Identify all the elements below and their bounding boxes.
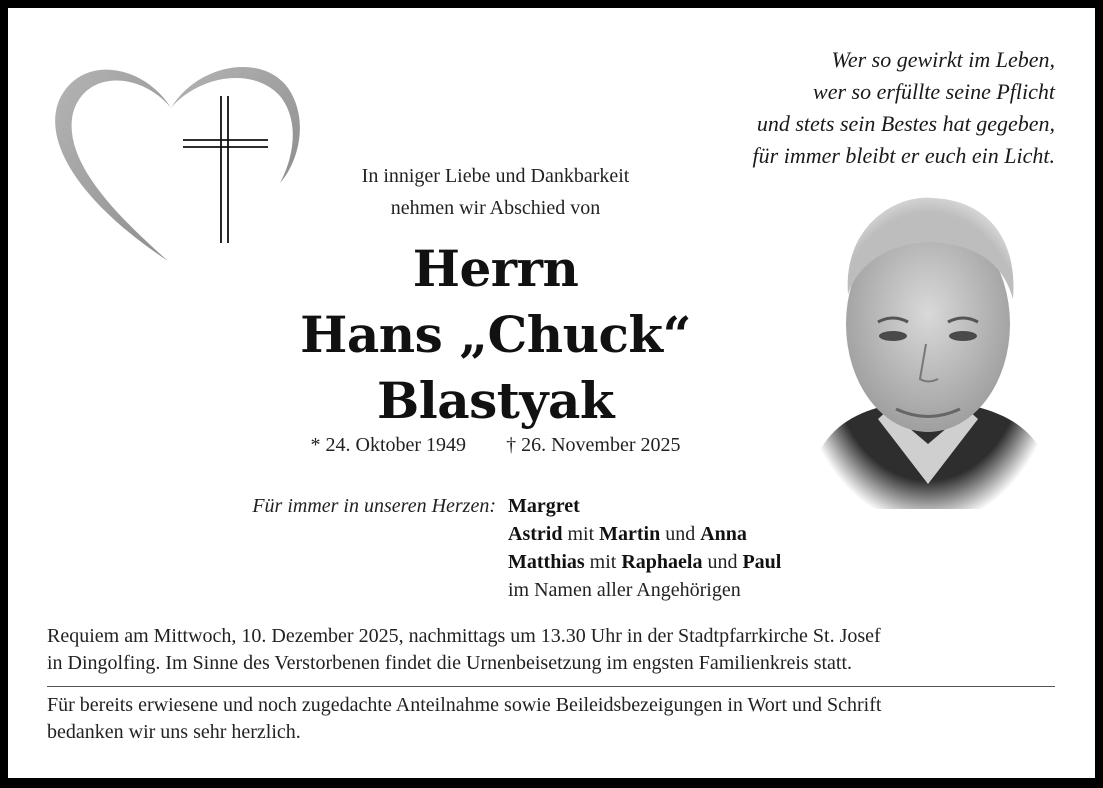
family-member: Astrid <box>508 523 563 545</box>
connector: mit <box>589 551 617 573</box>
quote-line: für immer bleibt er euch ein Licht. <box>752 143 1055 168</box>
requiem-line-2: in Dingolfing. Im Sinne des Verstorbenen findet die Urnenbeisetzung im engsten Familienkreis statt. <box>47 652 853 674</box>
quote-line: Wer so gewirkt im Leben, <box>831 47 1055 72</box>
obituary-card <box>8 8 1095 778</box>
family-list <box>508 492 958 604</box>
requiem-line-1: Requiem am Mittwoch, 10. Dezember 2025, nachmittags um 13.30 Uhr in der Stadtpfarrkirche St. Josef <box>47 625 881 647</box>
portrait-photo <box>808 184 1048 509</box>
memorial-quote <box>695 44 1055 172</box>
birth-date: * 24. Oktober 1949 <box>310 434 467 456</box>
thanks-line-1: Für bereits erwiesene und noch zugedachte Anteilnahme sowie Beileidsbezeigungen in Wort und Schrift <box>47 694 882 716</box>
thanks-line-2: bedanken wir uns sehr herzlich. <box>47 721 301 743</box>
salutation: Herrn <box>412 239 579 298</box>
quote-line: wer so erfüllte seine Pflicht <box>813 79 1055 104</box>
connector: mit <box>567 523 595 545</box>
intro-text <box>238 160 753 224</box>
connector: und <box>665 523 696 545</box>
family-label: Für immer in unseren Herzen: <box>252 495 496 517</box>
life-dates <box>238 434 753 457</box>
divider <box>47 686 1055 687</box>
family-member: Margret <box>508 495 580 517</box>
family-member: Raphaela <box>621 551 703 573</box>
family-member: Paul <box>742 551 782 573</box>
intro-line-1: In inniger Liebe und Dankbarkeit <box>361 165 630 187</box>
intro-line-2: nehmen wir Abschied von <box>390 197 601 219</box>
surname: Blastyak <box>377 371 614 430</box>
family-line-3 <box>508 548 958 576</box>
given-name: Hans „Chuck“ <box>300 305 691 364</box>
family-member: Matthias <box>508 551 585 573</box>
family-line-4: im Namen aller Angehörigen <box>508 579 741 601</box>
thanks-notice <box>47 692 1057 746</box>
death-date: † 26. November 2025 <box>506 434 681 456</box>
deceased-name <box>198 236 793 434</box>
family-member: Martin <box>599 523 661 545</box>
family-member: Anna <box>700 523 747 545</box>
connector: und <box>707 551 738 573</box>
family-line-1 <box>508 492 958 520</box>
quote-line: und stets sein Bestes hat gegeben, <box>756 111 1055 136</box>
requiem-notice <box>47 623 1057 677</box>
family-line-2 <box>508 520 958 548</box>
